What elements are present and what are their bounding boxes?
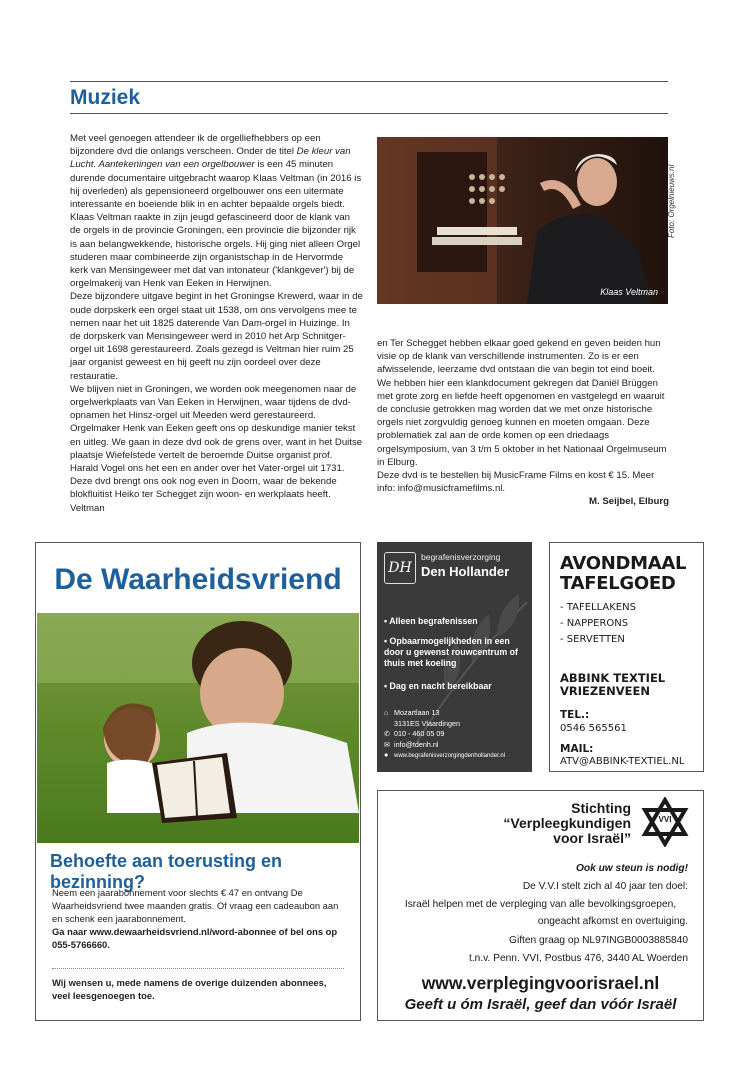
- ad-waarheidsvriend[interactable]: [35, 542, 361, 1021]
- article-paragraph: We hebben hier een klankdocument gekregen dat Daniël Brüggen met grote zorg en liefde heeft opgenomen en vastgelegd en waaruit de conclusie getrokken mag worden dat we met onze historische orgels niet zorgvuldig genoeg kunnen en moeten omgaan. Deze problematiek zal aan de orde komen op een driedaags orgelsymposium, van 3 t/m 5 oktober in het Nationaal Orgelmuseum in Elburg.: [377, 377, 667, 468]
- address-line: t.n.v. Penn. VVI, Postbus 476, 3440 AL Woerden: [469, 953, 688, 964]
- info-line: De V.V.I stelt zich al 40 jaar ten doel:: [522, 881, 688, 892]
- list-item: - TAFELLAKENS: [560, 602, 636, 613]
- list-item: - NAPPERONS: [560, 618, 629, 629]
- photo-credit: Foto: Orgelnieuws.nl: [667, 164, 676, 238]
- ad-bullet: • Dag en nacht bereikbaar: [384, 681, 492, 691]
- top-rule: [70, 81, 668, 82]
- article-paragraph: en Ter Schegget hebben elkaar goed gekend en geven beiden hun visie op de klank van verschillende instrumenten. Zo is er een afwisselende, leerzame dvd ontstaan die van begin tot eind boeit.: [377, 338, 661, 376]
- ad-heading: voor Israël”: [553, 830, 631, 846]
- ad-subtitle: begrafenisverzorging: [421, 552, 501, 562]
- ad-company-name: ABBINK TEXTIEL VRIEZENVEEN: [560, 671, 666, 698]
- ad-bullet: • Opbaarmogelijkheden in een door u gewenst rouwcentrum of thuis met koeling: [384, 636, 518, 668]
- article-column-2: [377, 337, 669, 509]
- ad-slogan: Geeft u óm Israël, geef dan vóór Israël: [404, 996, 677, 1013]
- article-paragraph: Deze bijzondere uitgave begint in het Groningse Krewerd, waar in de oude dorpskerk een orgel staat uit 1538, om ons vervolgens mee te nemen naar het uit 1825 daterende Van Dam-orgel in Huizinge. In de dorpskerk van Mensingeweer werd in 2010 het Arp Schnitger-orgel uit 1698 gerestaureerd. Zoals gezegd is Veltman hier ruim 25 jaar organist geweest en hij geeft nu zijn oordeel over deze restauratie.: [70, 291, 363, 382]
- title-rule: [70, 113, 668, 114]
- globe-icon: ●: [384, 750, 389, 759]
- home-icon: ⌂: [384, 708, 389, 717]
- organ-photo-graphic: [377, 137, 668, 304]
- ad-contact: ⌂ Mozartlaan 13 3131ES Vlaardingen ✆ 010 - 460 05 09 ✉ info@tdenh.nl ● www.begrafenisverzorgingdenhollander.nl: [384, 708, 506, 759]
- star-of-david-logo: VVI: [640, 797, 690, 847]
- tel-label: TEL.:: [560, 709, 590, 721]
- ad-heading: Stichting: [571, 800, 631, 816]
- product-list: [560, 600, 636, 648]
- ad-company-name: Den Hollander: [421, 564, 510, 579]
- article-paragraph: We blijven niet in Groningen, we worden ook meegenomen naar de orgelwerkplaats van Van Eeken in Herwijnen, waar tijdens de dvd-opnamen het Hinsz-orgel uit Meeden werd gerestaureerd. Orgelmaker Henk van Eeken geeft ons op deskundige manier tekst en uitleg. We gaan in deze dvd ook de grens over, want in het Duitse plaatsje Wiefelstede vertelt de beroemde Duitse organist prof. Harald Vogel ons het een en ander over het Vater-orgel uit 1731. Deze dvd brengt ons ook nog even in Doorn, waar de bekende blokfluitist Heiko ter Schegget zijn woon- en werkplaats heeft. Veltman: [70, 383, 363, 514]
- dotted-divider: [52, 968, 344, 969]
- ad-title: De Waarheidsvriend: [54, 563, 342, 596]
- ad-abbink-textiel[interactable]: [549, 542, 704, 772]
- article-paragraph: Met veel genoegen attendeer ik de orgelliefhebbers op een bijzondere dvd die onlangs verscheen. Onder de titel De kleur van Lucht. Aantekeningen van een orgelbouwer is een 45 minuten durende documentaire uitgebracht waarop Klaas Veltman (in 2016 is hij overleden) als gepensioneerd orgelbouwer ons een uitermate interessante en boeiende blik in en achter bepaalde orgels biedt. Klaas Veltman raakte in zijn jeugd gefascineerd door de klank van de orgels in de provincie Groningen, een provincie die bijzonder rijk is aan belangwekkende, historische orgels. Hij ging niet alleen Orgel studeren maar combineerde zijn organistschap in de Hervormde kerk van Mensingeweer met dat van intonateur ('klankgever') bij de orgelmakerij van Henk van Eeken in Herwijnen.: [70, 133, 362, 290]
- ad-vvi[interactable]: [377, 790, 704, 1021]
- ad-title: AVONDMAAL TAFELGOED: [560, 553, 687, 594]
- tel-value: 0546 565561: [560, 723, 627, 734]
- mail-label: MAIL:: [560, 743, 594, 755]
- ad-den-hollander[interactable]: [377, 542, 532, 772]
- list-item: - SERVETTEN: [560, 634, 625, 645]
- family-reading-photo: [37, 613, 359, 843]
- den-hollander-logo: DH: [384, 552, 416, 584]
- author-byline: M. Seijbel, Elburg: [589, 496, 669, 508]
- info-line: ongeacht afkomst en overtuiging.: [537, 916, 688, 927]
- ad-website[interactable]: www.verplegingvoorisrael.nl: [421, 973, 660, 993]
- photo-caption: Klaas Veltman: [600, 287, 658, 297]
- ad-heading: “Verpleegkundigen: [503, 815, 631, 831]
- article-paragraph: Deze dvd is te bestellen bij MusicFrame Films en kost € 15. Meer info: info@musicframefilms.nl.: [377, 470, 655, 495]
- info-line: Israël helpen met de verpleging van alle bevolkingsgroepen,: [404, 899, 677, 910]
- ad-bullet: • Alleen begrafenissen: [384, 616, 478, 626]
- dvd-title: De kleur van Lucht. Aantekeningen van een orgelbouwer: [70, 146, 351, 171]
- ad-footer: Wij wensen u, mede namens de overige duizenden abonnees, veel leesgenoegen toe.: [52, 977, 327, 1001]
- iban-line: Giften graag op NL97INGB0003885840: [509, 935, 688, 946]
- ad-cta[interactable]: Ga naar www.dewaarheidsvriend.nl/word-abonnee of bel ons op 055-5766660.: [52, 926, 338, 950]
- mail-icon: ✉: [384, 739, 391, 749]
- ad-heading: Behoefte aan toerusting en bezinning?: [50, 851, 283, 892]
- support-line: Ook uw steun is nodig!: [575, 863, 688, 874]
- ad-body: Neem een jaarabonnement voor slechts € 47 en ontvang De Waarheidsvriend twee maanden gratis. Of vraag een cadeaubon aan en schenk een jaarabonnement. Ga naar www.dewaarheidsvriend.nl/word-abonnee of bel ons op 055-5766660.: [52, 887, 339, 950]
- organ-photo: [377, 137, 668, 304]
- phone-icon: ✆: [384, 729, 391, 738]
- section-title: Muziek: [70, 86, 141, 109]
- mail-value[interactable]: ATV@ABBINK-TEXTIEL.NL: [560, 756, 685, 767]
- article-column-1: [70, 132, 363, 515]
